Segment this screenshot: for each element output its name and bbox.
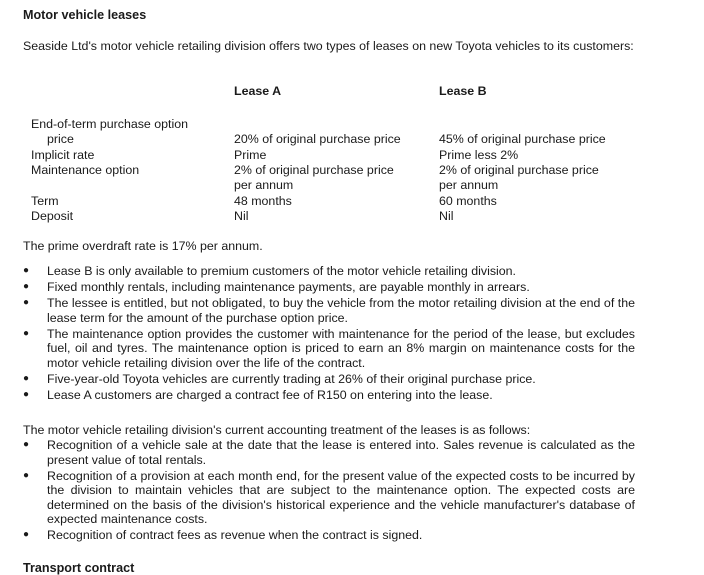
lease-b-header: Lease B [439, 84, 487, 98]
lease-terms-list [23, 264, 635, 404]
list-item: ● The maintenance option provides the customer with maintenance for the period of the lease, but excludes fuel, oil and tyres. The maintenance option is priced to earn an 8% margin on maintenance costs for the motor vehicle retailing division over the life of the contract. [23, 326, 635, 370]
section-title: Motor vehicle leases [23, 8, 147, 22]
row-maintenance-a-1: 2% of original purchase price [234, 163, 394, 177]
next-section-heading: Transport contract [23, 561, 135, 575]
treatment-intro: The motor vehicle retailing division's current accounting treatment of the leases is as follows: [23, 423, 531, 437]
bullet-icon: ● [23, 439, 30, 450]
list-item: ● Lease A customers are charged a contract fee of R150 on entering into the lease. [23, 387, 493, 402]
row-implicit-rate-label: Implicit rate [31, 148, 95, 162]
row-maintenance-a-2: per annum [234, 178, 294, 192]
row-term-a: 48 months [234, 194, 292, 208]
list-item: ● Five-year-old Toyota vehicles are currently trading at 26% of their original purchase price. [23, 371, 536, 386]
intro-paragraph: Seaside Ltd's motor vehicle retailing division offers two types of leases on new Toyota vehicles to its customers: [23, 39, 634, 53]
row-purchase-option-b: 45% of original purchase price [439, 132, 606, 146]
row-deposit-label: Deposit [31, 209, 74, 223]
row-term-b: 60 months [439, 194, 497, 208]
bullet-icon: ● [23, 281, 30, 292]
bullet-icon: ● [23, 265, 30, 276]
row-purchase-option-label-1: End-of-term purchase option [31, 117, 189, 131]
list-item: ● The lessee is entitled, but not obligated, to buy the vehicle from the motor retailing division at the end of the lease term for the amount of the purchase option price. [23, 296, 635, 325]
row-term-label: Term [31, 194, 59, 208]
prime-rate-note: The prime overdraft rate is 17% per annum. [23, 239, 263, 253]
row-deposit-b: Nil [439, 209, 454, 223]
bullet-icon: ● [23, 529, 30, 540]
row-implicit-rate-a: Prime [234, 148, 267, 162]
list-item: ● Recognition of contract fees as revenue when the contract is signed. [23, 528, 423, 542]
bullet-icon: ● [23, 469, 30, 481]
bullet-icon: ● [23, 372, 30, 384]
lease-a-header: Lease A [234, 84, 282, 98]
row-maintenance-b-1: 2% of original purchase price [439, 163, 599, 177]
row-deposit-a: Nil [234, 209, 249, 223]
list-item: ● Fixed monthly rentals, including maintenance payments, are payable monthly in arrears. [23, 280, 530, 294]
list-item: ● Recognition of a provision at each month end, for the present value of the expected costs to be incurred by the division to maintain vehicles that are subject to the maintenance option. The expected costs are determined on the basis of the division's historical experience and the vehicle manufacturer's database of expected maintenance costs. [23, 468, 635, 526]
row-maintenance-label: Maintenance option [31, 163, 140, 177]
list-item: ● Recognition of a vehicle sale at the date that the lease is entered into. Sales revenue is calculated as the present value of total rentals. [23, 438, 635, 467]
row-implicit-rate-b: Prime less 2% [439, 148, 519, 162]
accounting-treatment-list [23, 438, 635, 544]
bullet-icon: ● [23, 388, 30, 400]
bullet-icon: ● [23, 297, 30, 308]
bullet-icon: ● [23, 327, 30, 339]
list-item: ● Lease B is only available to premium customers of the motor vehicle retailing division. [23, 264, 516, 278]
row-purchase-option-label-2: price [47, 132, 74, 146]
row-purchase-option-a: 20% of original purchase price [234, 132, 401, 146]
row-maintenance-b-2: per annum [439, 178, 499, 192]
